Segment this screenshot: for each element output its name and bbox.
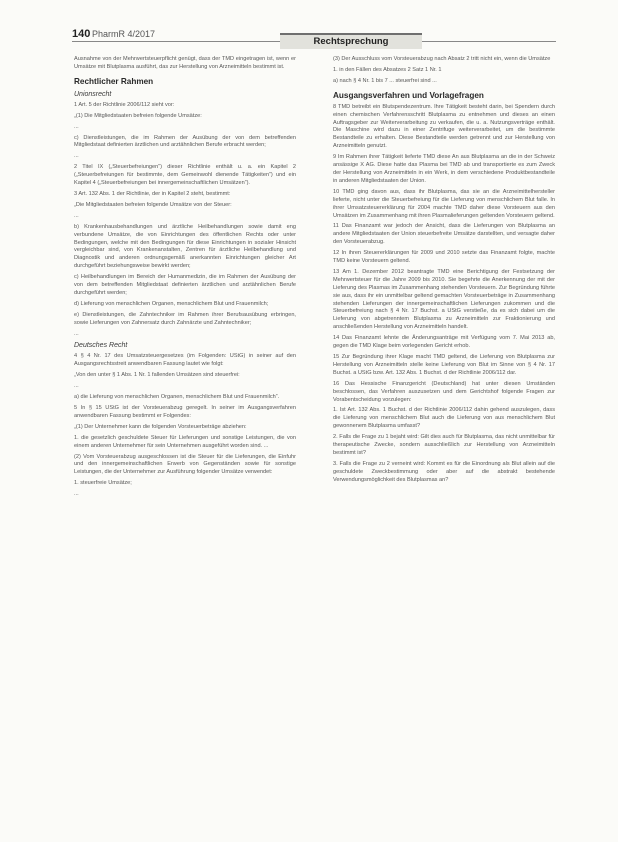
paragraph: 9 Im Rahmen ihrer Tätigkeit lieferte TMD diese An aus Blutplasma an die in der Schweiz ansässige X AG. Diese hatte das Plasma bei TMD ab und transportierte es zum Zweck der Herstellung von Arzneimitteln in ein Werk, in dem verschiedene Produktbestandteile in anderen Mitgliedstaaten der Union. — [333, 154, 555, 184]
paragraph: 12 In ihren Steuererklärungen für 2009 und 2010 setzte das Finanzamt folgte, machte TMD keine Vorsteuern geltend. — [333, 250, 555, 265]
paragraph: a) nach § 4 Nr. 1 bis 7 ... steuerfrei sind ... — [333, 77, 437, 84]
paragraph: (2) Vom Vorsteuerabzug ausgeschlossen ist die Steuer für die Lieferungen, die Einfuhr und den innergemeinschaftlichen Erwerb von Gegenständen sowie für sonstige Leistungen, die der Unternehmer zur Ausführung folgender Umsätze verwendet: — [74, 453, 296, 476]
ellipsis: ... — [74, 123, 79, 130]
paragraph: 1. Ist Art. 132 Abs. 1 Buchst. d der Richtlinie 2006/112 dahin gehend auszulegen, dass die Lieferung von menschlichem Blut auch die Lieferung von aus menschlichem Blut gewonnenem Blutplasma umfasst? — [333, 407, 555, 430]
paragraph: 15 Zur Begründung ihrer Klage macht TMD geltend, die Lieferung von Blutplasma zur Herstellung von Arzneimitteln stelle keine Lieferung von Blut im Sinne von § 4 Nr. 17 Buchst. a UStG bzw. Art. 132 Abs. 1 Buchst. d der Richtlinie 2006/112 dar. — [333, 354, 555, 376]
paragraph: 1 Art. 5 der Richtlinie 2006/112 sieht vor: — [74, 101, 175, 108]
paragraph: 10 TMD ging davon aus, dass ihr Blutplasma, das sie an die Arzneimittelhersteller lieferte, nicht unter die Steuerbefreiung für die Lieferung von menschlichem Blut falle. In ihrer Umsatzsteuererklärung für 2004 machte TMD daher diese Vorsteuern aus den Umsätzen im Zusammenhang mit ihren Plasmalieferungen geltenden Vorsteuern geltend. — [333, 188, 555, 219]
paragraph: 2 Titel IX („Steuerbefreiungen“) dieser Richtlinie enthält u. a. ein Kapitel 2 („Steuerbefreiungen für bestimmte, dem Gemeinwohl dienende Tätigkeiten“) und ein Kapitel 4 („Steuerbefreiungen bei innergemeinschaftlichen Umsätzen“). — [74, 164, 296, 187]
paragraph: (3) Der Ausschluss vom Vorsteuerabzug nach Absatz 2 tritt nicht ein, wenn die Umsätze — [333, 56, 551, 62]
paragraph: d) Lieferung von menschlichen Organen, menschlichem Blut und Frauenmilch; — [74, 300, 269, 307]
paragraph: 13 Am 1. Dezember 2012 beantragte TMD eine Berichtigung der Festsetzung der Mehrwertsteuer für die Jahre 2009 bis 2010. Sie begehrte die Anerkennung der mit der Lieferung des Plasmas im Zusammenhang stehenden Vorsteuern. Zur Begründung führte sie aus, dass ihr ein unmittelbar geltend gemachten Vorsteuerbeträge in Zusammenhang stehenden Lieferungen der innergemeinschaftlichen Lieferungen zukommen und die Steuerbefreiung nach § 4 Nr. 17 Buchst. a UStG verstieße, da es sich dabei um die Lieferung von abgetrenntem Blutplasma zu Arzneimitteln zur Fraktionierung und anschließenden Herstellung von Arzneimitteln handelt. — [333, 268, 556, 331]
subsection-heading: Unionsrecht — [74, 90, 112, 98]
paragraph: c) Heilbehandlungen im Bereich der Humanmedizin, die im Rahmen der Ausübung der von dem betreffenden Mitgliedstaat definierten ärztlichen und arztähnlichen Berufe durchgeführt werden; — [74, 274, 296, 296]
paragraph: 14 Das Finanzamt lehnte die Änderungsanträge mit Verfügung vom 7. Mai 2013 ab, gegen die TMD Klage beim vorlegenden Gericht erhob. — [333, 335, 555, 350]
paragraph: 1. steuerfreie Umsätze; — [74, 480, 132, 487]
page-number: 140 — [72, 28, 91, 40]
paragraph: 2. Falls die Frage zu 1 bejaht wird: Gilt dies auch für Blutplasma, das nicht unmittelbar für therapeutische Zwecke, sondern ausschließlich zur Herstellung von Arzneimitteln bestimmt ist? — [333, 434, 555, 456]
paragraph: e) Dienstleistungen, die Zahntechniker im Rahmen ihrer Berufsausübung erbringen, sowie Lieferungen von Zahnersatz durch Zahnärzte und Zahntechniker; — [74, 311, 296, 326]
paragraph: 11 Das Finanzamt war jedoch der Ansicht, dass die Lieferungen von Blutplasma an andere Mitgliedstaaten der Union steuerbefreite Umsätze darstellten, und versagte daher den Vorsteuerabzug. — [333, 223, 555, 246]
paragraph: 8 TMD betreibt ein Blutspendezentrum. Ihre Tätigkeit besteht darin, bei Spendern durch einen chemischen Verfahrensschritt Blutplasma zu entnehmen und dieses an einen Auftragsgeber zur Weiterverarbeitung zu verkaufen, die u. a. Nutzungsverträge enthält. Die Maschine wird dazu in einer Zentrifuge weiterverarbeitet, um die bestimmte Bestandteile zu erhalten. Diese Bestandteile werden getrennt und zur Herstellung von Arzneimitteln genutzt. — [333, 103, 555, 150]
paragraph: „Von den unter § 1 Abs. 1 Nr. 1 fallenden Umsätzen sind steuerfrei: — [74, 372, 240, 379]
left-column — [74, 56, 296, 502]
journal-reference: PharmR 4/2017 — [92, 29, 156, 39]
ellipsis: ... — [74, 330, 79, 337]
ellipsis: ... — [74, 491, 79, 498]
paragraph: 1. die gesetzlich geschuldete Steuer für Lieferungen und sonstige Leistungen, die von einem anderen Unternehmer für sein Unternehmen ausgeführt worden sind. ... — [74, 434, 296, 449]
paragraph: „Die Mitgliedstaaten befreien folgende Umsätze von der Steuer: — [74, 201, 232, 208]
paragraph: 3 Art. 132 Abs. 1 der Richtlinie, der in Kapitel 2 steht, bestimmt: — [74, 190, 231, 197]
ellipsis: ... — [74, 153, 79, 160]
section-heading: Ausgangsverfahren und Vorlagefragen — [333, 90, 484, 100]
subsection-heading: Deutsches Recht — [74, 342, 128, 350]
section-tab: Rechtsprechung — [280, 33, 422, 49]
paragraph: „(1) Die Mitgliedstaaten befreien folgende Umsätze: — [74, 112, 202, 119]
paragraph: b) Krankenhausbehandlungen und ärztliche Heilbehandlungen sowie damit eng verbundene Umsätze, die von Einrichtungen des öffentlichen Rechts oder unter Bedingungen, welche mit den Bedingungen für diese Einrichtungen in sozialer Hinsicht vergleichbar sind, von Krankenanstalten, Zentren für ärztliche Heilbehandlung und Diagnostik und anderen ordnungsgemäß anerkannten Einrichtungen gleicher Art durchgeführt beziehungsweise bewirkt werden; — [74, 223, 296, 270]
paragraph: „(1) Der Unternehmer kann die folgenden Vorsteuerbeträge abziehen: — [74, 423, 247, 430]
ellipsis: ... — [74, 212, 79, 219]
paragraph: 4 § 4 Nr. 17 des Umsatzsteuergesetzes (im Folgenden: UStG) in seiner auf den Ausgangsrechtsstreit anwendbaren Fassung lautet wie folgt: — [74, 353, 296, 368]
right-column — [333, 56, 555, 488]
ellipsis: ... — [74, 383, 79, 390]
paragraph: 3. Falls die Frage zu 2 verneint wird: Kommt es für die Einordnung als Blut allein auf die geschuldete Zweckbestimmung oder aber auf die abstrakt bestehende Verwendungsmöglichkeit des Blutplasmas an? — [333, 460, 555, 483]
paragraph: c) Dienstleistungen, die im Rahmen der Ausübung der von dem betreffenden Mitgliedstaat definierten ärztlichen und arztähnlichen Berufe erbracht werden; — [74, 134, 296, 149]
paragraph: Ausnahme von der Mehrwertsteuerpflicht genügt, dass der TMD eingetragen ist, wenn er Umsätze mit Blutplasma ausführt, das zur Herstellung von Arzneimitteln bestimmt ist. — [74, 56, 296, 70]
paragraph: 5 In § 15 UStG ist der Vorsteuerabzug geregelt. In seiner im Ausgangsverfahren anwendbaren Fassung bestimmt er Folgendes: — [74, 405, 296, 419]
section-heading: Rechtlicher Rahmen — [74, 76, 154, 86]
paragraph: 1. in den Fällen des Absatzes 2 Satz 1 Nr. 1 — [333, 66, 442, 73]
paragraph: 16 Das Hessische Finanzgericht (Deutschland) hat unter diesen Umständen beschlossen, das Verfahren auszusetzen und dem Gerichtshof folgende Fragen zur Vorabentscheidung vorzulegen: — [333, 380, 555, 403]
paragraph: a) die Lieferung von menschlichen Organen, menschlichem Blut und Frauenmilch“. — [74, 394, 280, 401]
